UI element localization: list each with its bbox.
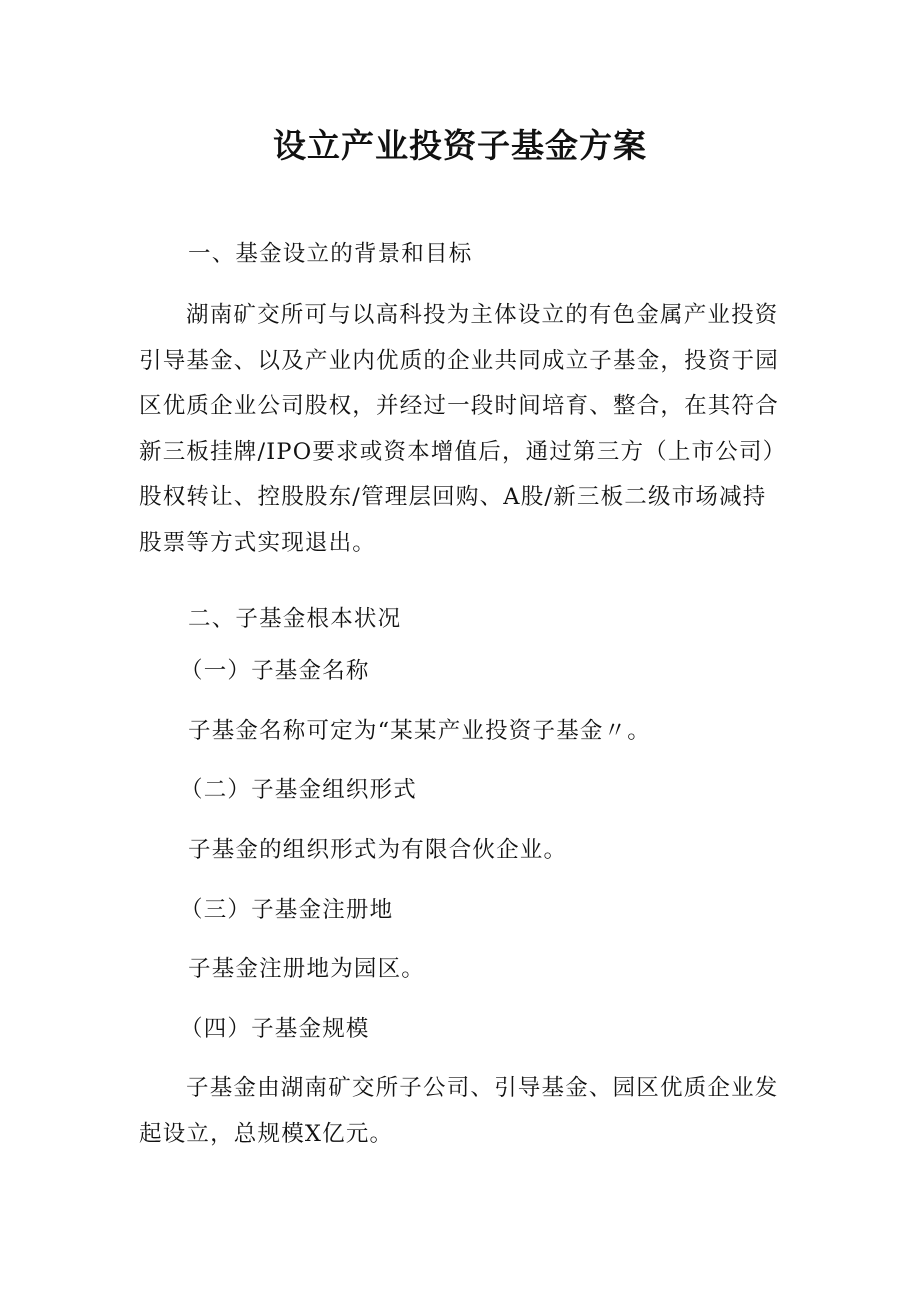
section-2-heading: 二、子基金根本状况 [188,606,402,632]
subsection-1-body: 子基金名称可定为“某某产业投资子基金〃。 [188,718,652,744]
subsection-2-heading: （二）子基金组织形式 [180,777,418,803]
subsection-1-heading: （一）子基金名称 [180,658,370,684]
document-title: 设立产业投资子基金方案 [273,126,647,165]
subsection-2-body: 子基金的组织形式为有限合伙企业。 [188,837,568,863]
subsection-4-heading: （四）子基金规模 [180,1016,370,1042]
subsection-3-heading: （三）子基金注册地 [180,897,394,923]
section-1-body: 湖南矿交所可与以高科投为主体设立的有色金属产业投资引导基金、以及产业内优质的企业共同成立子基金，投资于园区优质企业公司股权，并经过一段时间培育、整合，在其符合新三板挂牌/IPO要求或资本增值后，通过第三方（上市公司）股权转让、控股股东/管理层回购、A股/新三板二级市场减持股票等方式实现退出。 [139,302,787,556]
section-1-heading: 一、基金设立的背景和目标 [188,241,473,267]
subsection-4-body: 子基金由湖南矿交所子公司、引导基金、园区优质企业发起设立，总规模X亿元。 [139,1075,779,1147]
subsection-3-body: 子基金注册地为园区。 [188,956,426,982]
